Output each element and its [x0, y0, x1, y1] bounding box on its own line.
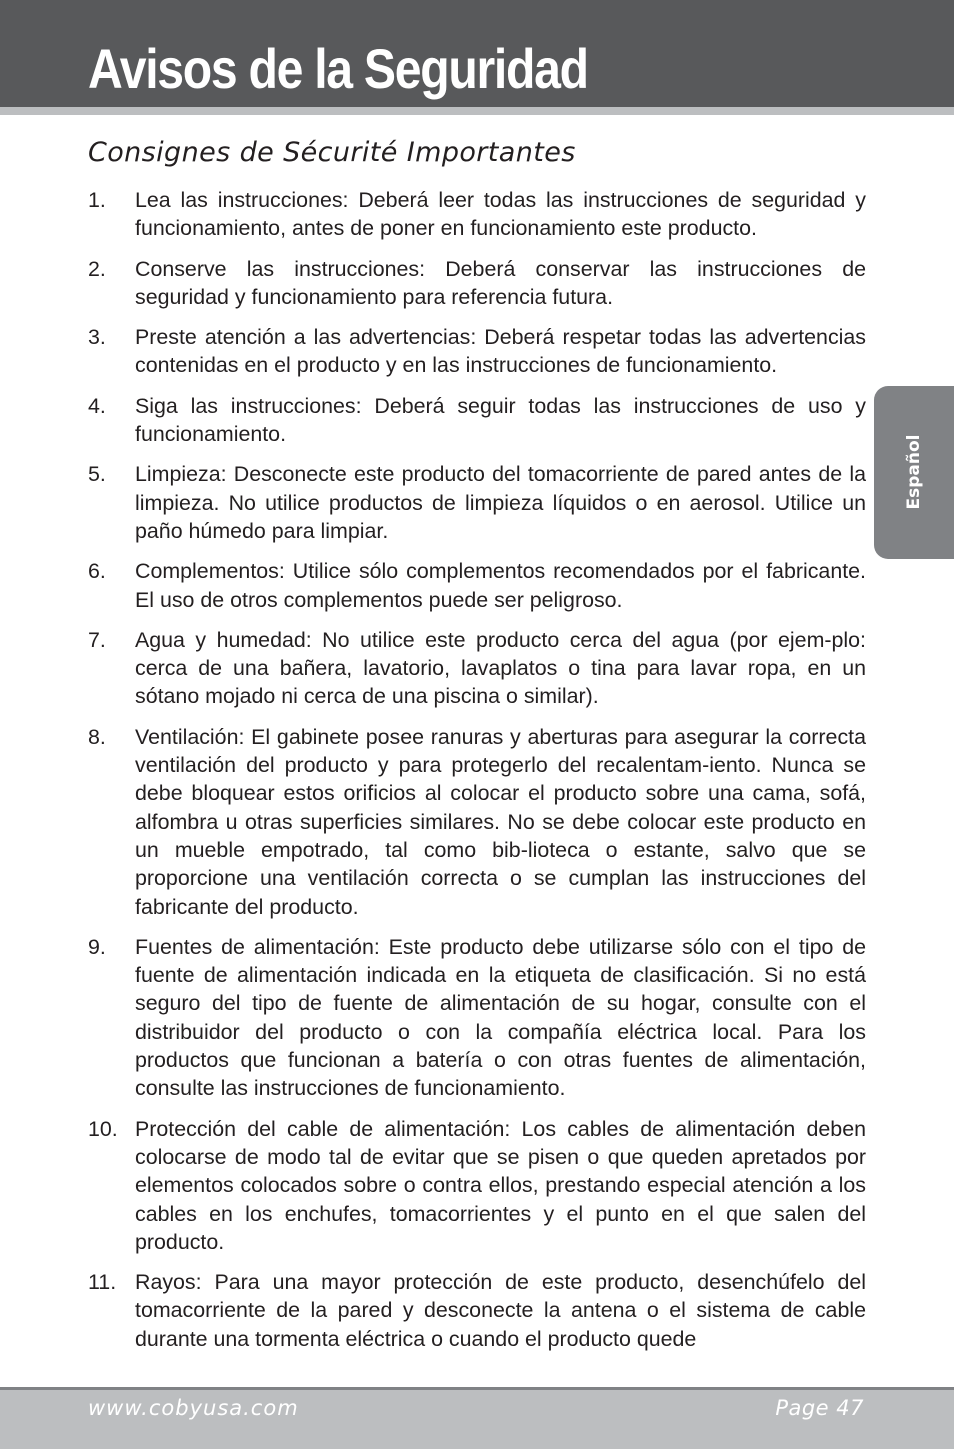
item-text: Complementos: Utilice sólo complementos recomendados por el fabricante. El uso de otros complementos puede ser peligroso.: [135, 559, 866, 612]
item-text: Ventilación: El gabinete posee ranuras y aberturas para asegurar la correcta ventilación del producto y para protegerlo del recalentam-iento. Nunca se debe bloquear estos orificios al colocar el producto sobre una cama, sofá, alfombra u otras superficies similares. No se debe colocar este producto en un mueble empotrado, tal como bib-lioteca o estante, salvo que se proporcione una ventilación correcta o se cumplan las instrucciones del fabricante del producto.: [135, 724, 866, 919]
item-number: 9.: [88, 934, 106, 959]
item-number: 11.: [88, 1270, 117, 1295]
item-text: Protección del cable de alimentación: Los cables de alimentación deben colocarse de modo tal de evitar que se pisen o que queden apretados por elementos colocados sobre o contra ellos, prestando especial atención a los cables en los enchufes, tomacorrientes y el punto en el que salen del producto.: [135, 1116, 866, 1254]
safety-instructions-list: [88, 186, 866, 1365]
language-tab-label: Español: [904, 434, 924, 510]
item-text: Rayos: Para una mayor protección de este producto, desenchúfelo del tomacorriente de la pared y desconecte la antena o el sistema de cable durante una tormenta eléctrica o cuando el producto quede: [135, 1270, 866, 1351]
list-item: [88, 323, 866, 380]
item-number: 2.: [88, 256, 106, 281]
item-number: 7.: [88, 627, 106, 652]
section-heading: Consignes de Sécurité Importantes: [88, 137, 576, 168]
page-header: [0, 0, 954, 107]
header-divider: [0, 107, 954, 115]
list-item: [88, 626, 866, 711]
item-text: Conserve las instrucciones: Deberá conservar las instrucciones de seguridad y funcionamiento para referencia futura.: [135, 256, 866, 309]
list-item: [88, 723, 866, 921]
item-text: Fuentes de alimentación: Este producto debe utilizarse sólo con el tipo de fuente de alimentación indicada en la etiqueta de clasificación. Si no está seguro del tipo de fuente de alimentación de su hogar, consulte con el distribuidor del producto o con la compañía eléctrica local. Para los productos que funcionan a batería o con otras fuentes de alimentación, consulte las instrucciones de funcionamiento.: [135, 934, 866, 1101]
footer-website-url: www.cobyusa.com: [88, 1396, 299, 1420]
item-text: Siga las instrucciones: Deberá seguir todas las instrucciones de uso y funcionamiento.: [135, 393, 866, 447]
item-number: 4.: [88, 393, 106, 418]
item-number: 5.: [88, 462, 106, 487]
list-item: [88, 1115, 866, 1256]
item-number: 6.: [88, 559, 106, 584]
list-item: [88, 557, 866, 614]
page-footer: [0, 1387, 954, 1449]
language-side-tab: [874, 386, 954, 559]
page-title: Avisos de la Seguridad: [88, 37, 588, 100]
list-item: [88, 460, 866, 545]
list-item: [88, 255, 866, 312]
item-number: 10.: [88, 1116, 118, 1141]
list-item: [88, 186, 866, 243]
footer-page-number: Page 47: [775, 1396, 864, 1420]
item-number: 1.: [88, 188, 106, 212]
item-text: Lea las instrucciones: Deberá leer todas las instrucciones de seguridad y funcionamiento, antes de poner en funcionamiento este producto.: [135, 188, 866, 241]
item-text: Limpieza: Desconecte este producto del tomacorriente de pared antes de la limpieza. No utilice productos de limpieza líquidos o en aerosol. Utilice un paño húmedo para limpiar.: [135, 462, 866, 543]
item-number: 8.: [88, 724, 106, 749]
item-number: 3.: [88, 325, 106, 350]
item-text: Preste atención a las advertencias: Deberá respetar todas las advertencias contenidas en el producto y en las instrucciones de funcionamiento.: [135, 325, 866, 378]
list-item: [88, 392, 866, 449]
item-text: Agua y humedad: No utilice este producto cerca del agua (por ejem-plo: cerca de una bañera, lavatorio, lavaplatos o tina para lavar ropa, en un sótano mojado ni cerca de una piscina o similar).: [135, 627, 866, 709]
list-item: [88, 1268, 866, 1353]
list-item: [88, 933, 866, 1103]
